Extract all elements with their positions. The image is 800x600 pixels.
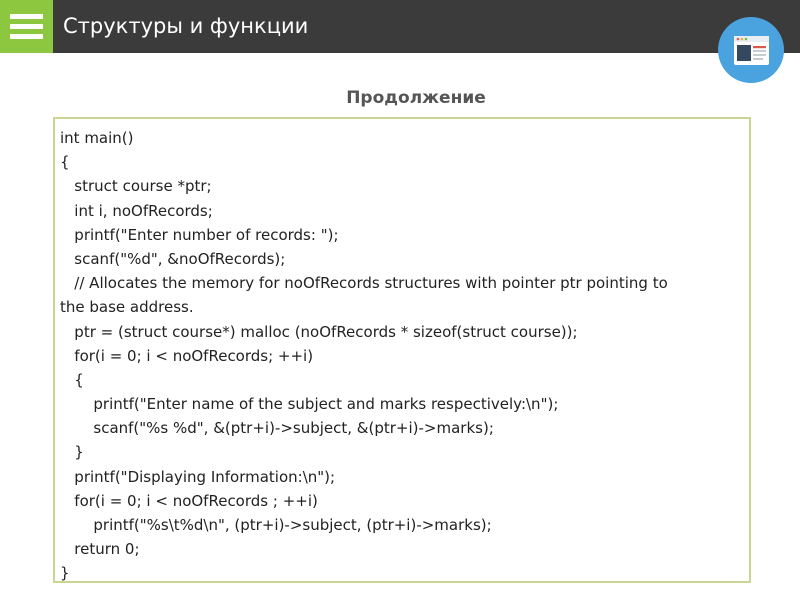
code-line: { [60,153,70,172]
code-line: // Allocates the memory for noOfRecords structures with pointer ptr pointing to [60,274,668,293]
code-line: scanf("%s %d", &(ptr+i)->subject, &(ptr+i)->marks); [60,419,494,438]
menu-bar-line [10,24,43,29]
code-line: printf("Displaying Information:\n"); [60,467,336,486]
code-line: the base address. [60,298,194,317]
code-line: } [60,564,70,583]
browser-window-icon [718,17,784,83]
hamburger-menu-icon[interactable] [0,0,53,53]
code-line: ptr = (struct course*) malloc (noOfRecords * sizeof(struct course)); [60,322,578,341]
browser-window-graphic [718,17,784,83]
code-line: printf("Enter name of the subject and marks respectively:\n"); [60,395,559,414]
code-line: } [60,443,84,462]
page-title: Структуры и функции [63,14,309,38]
code-line: int i, noOfRecords; [60,201,213,220]
menu-bar-line [10,14,43,19]
top-bar [0,0,800,53]
code-block [53,117,751,583]
code-line: struct course *ptr; [60,177,212,196]
code-line: for(i = 0; i < noOfRecords ; ++i) [60,491,318,510]
code-line: scanf("%d", &noOfRecords); [60,249,286,268]
code-line: printf("Enter number of records: "); [60,225,339,244]
section-subtitle: Продолжение [346,88,486,108]
code-line: printf("%s\t%d\n", (ptr+i)->subject, (ptr+i)->marks); [60,516,492,534]
code-line: return 0; [60,540,140,559]
code-line: { [60,370,84,389]
code-line: int main() [60,129,134,147]
menu-bar-line [10,34,43,39]
code-line: for(i = 0; i < noOfRecords; ++i) [60,346,314,365]
